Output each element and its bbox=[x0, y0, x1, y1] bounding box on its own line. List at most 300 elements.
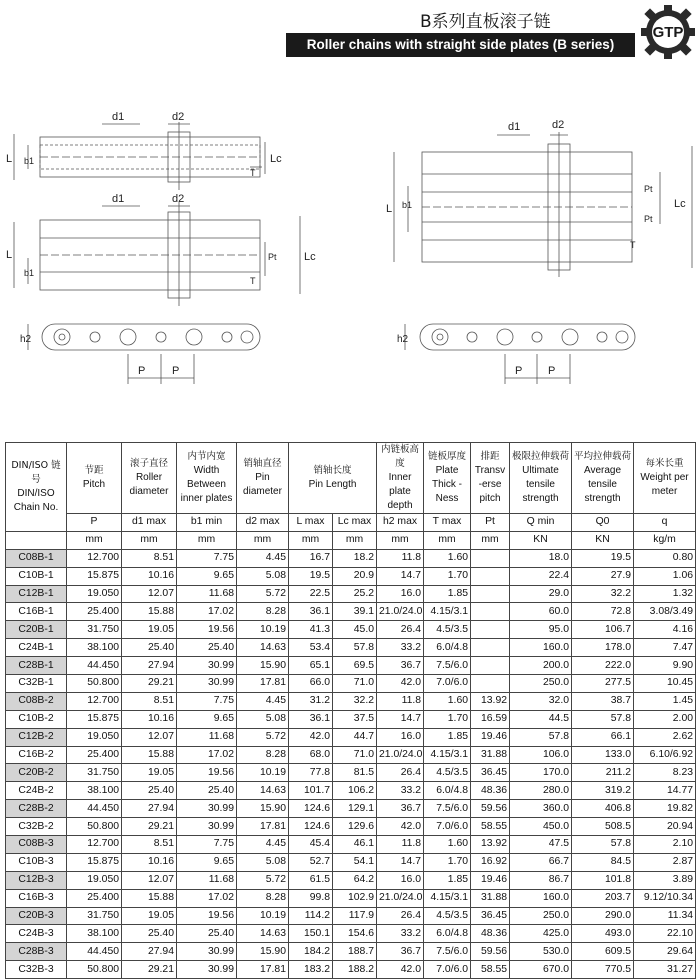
table-cell: 77.8 bbox=[289, 764, 333, 782]
table-cell: 31.2 bbox=[289, 692, 333, 710]
table-cell: 31.27 bbox=[634, 961, 696, 979]
chain-code-cell: C12B-2 bbox=[6, 728, 67, 746]
table-cell: 5.08 bbox=[237, 567, 289, 585]
page-title-cn: B系列直板滚子链 bbox=[420, 12, 551, 32]
label-Lc-3: Lc bbox=[674, 198, 686, 210]
table-cell: 188.2 bbox=[333, 961, 377, 979]
chain-code-cell: C32B-1 bbox=[6, 675, 67, 693]
header-symbol-1: d1 max bbox=[122, 514, 177, 532]
table-cell: 6.10/6.92 bbox=[634, 746, 696, 764]
table-cell: 5.08 bbox=[237, 710, 289, 728]
table-cell: 30.99 bbox=[177, 943, 237, 961]
table-cell: 25.40 bbox=[122, 782, 177, 800]
table-cell: 406.8 bbox=[572, 800, 634, 818]
table-row bbox=[6, 675, 696, 693]
table-cell: 15.88 bbox=[122, 603, 177, 621]
label-Lc: Lc bbox=[270, 153, 282, 165]
table-cell: 60.0 bbox=[510, 603, 572, 621]
table-cell: 9.65 bbox=[177, 853, 237, 871]
table-cell: 106.2 bbox=[333, 782, 377, 800]
table-cell: 1.70 bbox=[424, 710, 471, 728]
header-unit-5: mm bbox=[333, 531, 377, 549]
table-cell: 18.0 bbox=[510, 549, 572, 567]
table-cell: 36.7 bbox=[377, 800, 424, 818]
table-row bbox=[6, 943, 696, 961]
table-cell: 8.51 bbox=[122, 692, 177, 710]
table-cell: 25.400 bbox=[67, 603, 122, 621]
table-cell: 19.56 bbox=[177, 621, 237, 639]
table-cell: 45.0 bbox=[333, 621, 377, 639]
header-unit-10: KN bbox=[572, 531, 634, 549]
label-T: T bbox=[250, 168, 256, 178]
chain-code-cell: C32B-2 bbox=[6, 818, 67, 836]
table-cell: 1.32 bbox=[634, 585, 696, 603]
table-cell: 17.02 bbox=[177, 603, 237, 621]
table-cell: 425.0 bbox=[510, 925, 572, 943]
table-cell: 1.70 bbox=[424, 853, 471, 871]
table-cell: 38.100 bbox=[67, 782, 122, 800]
table-cell: 29.64 bbox=[634, 943, 696, 961]
table-cell: 68.0 bbox=[289, 746, 333, 764]
table-cell: 178.0 bbox=[572, 639, 634, 657]
table-cell: 2.87 bbox=[634, 853, 696, 871]
table-cell: 31.88 bbox=[471, 746, 510, 764]
table-cell: 14.7 bbox=[377, 567, 424, 585]
table-cell bbox=[471, 585, 510, 603]
table-row bbox=[6, 907, 696, 925]
table-cell: 95.0 bbox=[510, 621, 572, 639]
table-cell: 19.56 bbox=[177, 764, 237, 782]
table-cell: 7.0/6.0 bbox=[424, 961, 471, 979]
single-strand-drawing bbox=[14, 122, 265, 190]
table-cell: 4.5/3.5 bbox=[424, 907, 471, 925]
table-cell: 21.0/24.0 bbox=[377, 603, 424, 621]
table-cell: 8.28 bbox=[237, 603, 289, 621]
header-col-4: 销轴长度 Pin Length bbox=[289, 443, 377, 514]
table-cell: 5.08 bbox=[237, 853, 289, 871]
table-cell: 13.92 bbox=[471, 836, 510, 854]
table-cell: 160.0 bbox=[510, 889, 572, 907]
table-cell: 16.7 bbox=[289, 549, 333, 567]
table-cell: 11.68 bbox=[177, 871, 237, 889]
table-cell: 31.750 bbox=[67, 764, 122, 782]
table-cell: 4.15/3.1 bbox=[424, 889, 471, 907]
table-cell: 1.45 bbox=[634, 692, 696, 710]
table-cell: 25.40 bbox=[177, 925, 237, 943]
table-row bbox=[6, 925, 696, 943]
table-cell: 8.23 bbox=[634, 764, 696, 782]
table-cell: 27.9 bbox=[572, 567, 634, 585]
table-cell: 36.45 bbox=[471, 764, 510, 782]
table-cell: 19.82 bbox=[634, 800, 696, 818]
header-col-9: 极限拉伸载荷 Ultimate tensile strength bbox=[510, 443, 572, 514]
header-symbol-10: Q0 bbox=[572, 514, 634, 532]
table-cell: 20.9 bbox=[333, 567, 377, 585]
table-cell: 26.4 bbox=[377, 764, 424, 782]
table-cell: 250.0 bbox=[510, 907, 572, 925]
table-cell: 4.45 bbox=[237, 549, 289, 567]
table-cell: 170.0 bbox=[510, 764, 572, 782]
table-cell: 1.85 bbox=[424, 585, 471, 603]
table-cell: 64.2 bbox=[333, 871, 377, 889]
double-strand-drawing bbox=[14, 202, 300, 306]
table-cell: 493.0 bbox=[572, 925, 634, 943]
table-cell: 5.72 bbox=[237, 585, 289, 603]
chain-code-cell: C16B-2 bbox=[6, 746, 67, 764]
table-cell: 7.75 bbox=[177, 692, 237, 710]
table-cell: 57.8 bbox=[333, 639, 377, 657]
table-cell: 50.800 bbox=[67, 818, 122, 836]
header-unit-blank bbox=[6, 531, 67, 549]
table-cell: 19.050 bbox=[67, 871, 122, 889]
table-cell: 39.1 bbox=[333, 603, 377, 621]
table-cell: 450.0 bbox=[510, 818, 572, 836]
table-cell: 32.2 bbox=[333, 692, 377, 710]
label-L-2: L bbox=[6, 249, 13, 261]
table-cell: 17.81 bbox=[237, 675, 289, 693]
chain-code-cell: C10B-2 bbox=[6, 710, 67, 728]
label-d2: d2 bbox=[172, 111, 185, 123]
header-unit-3: mm bbox=[237, 531, 289, 549]
table-cell: 38.100 bbox=[67, 639, 122, 657]
table-cell: 25.400 bbox=[67, 889, 122, 907]
table-cell: 106.0 bbox=[510, 746, 572, 764]
table-cell: 30.99 bbox=[177, 657, 237, 675]
chain-code-cell: C24B-2 bbox=[6, 782, 67, 800]
chain-code-cell: C28B-3 bbox=[6, 943, 67, 961]
chain-code-cell: C20B-3 bbox=[6, 907, 67, 925]
table-cell: 129.1 bbox=[333, 800, 377, 818]
table-cell: 8.28 bbox=[237, 889, 289, 907]
table-cell: 4.5/3.5 bbox=[424, 621, 471, 639]
table-cell: 66.0 bbox=[289, 675, 333, 693]
table-cell: 1.60 bbox=[424, 836, 471, 854]
chain-code-cell: C16B-3 bbox=[6, 889, 67, 907]
table-cell: 124.6 bbox=[289, 818, 333, 836]
chain-drawings bbox=[0, 62, 699, 442]
table-cell: 530.0 bbox=[510, 943, 572, 961]
table-cell: 360.0 bbox=[510, 800, 572, 818]
table-cell: 15.90 bbox=[237, 657, 289, 675]
table-cell: 12.700 bbox=[67, 692, 122, 710]
table-cell: 3.08/3.49 bbox=[634, 603, 696, 621]
header-symbol-3: d2 max bbox=[237, 514, 289, 532]
table-row bbox=[6, 549, 696, 567]
table-cell: 15.875 bbox=[67, 567, 122, 585]
table-cell: 25.40 bbox=[122, 925, 177, 943]
table-cell: 19.05 bbox=[122, 621, 177, 639]
table-cell: 14.63 bbox=[237, 925, 289, 943]
table-cell: 160.0 bbox=[510, 639, 572, 657]
table-cell: 29.21 bbox=[122, 961, 177, 979]
table-cell: 7.5/6.0 bbox=[424, 943, 471, 961]
table-cell: 12.07 bbox=[122, 871, 177, 889]
table-cell: 10.16 bbox=[122, 567, 177, 585]
table-cell: 26.4 bbox=[377, 907, 424, 925]
table-cell: 59.56 bbox=[471, 800, 510, 818]
table-cell: 36.1 bbox=[289, 710, 333, 728]
table-cell: 129.6 bbox=[333, 818, 377, 836]
table-cell: 9.12/10.34 bbox=[634, 889, 696, 907]
table-cell: 4.15/3.1 bbox=[424, 746, 471, 764]
table-cell: 101.8 bbox=[572, 871, 634, 889]
table-row bbox=[6, 585, 696, 603]
table-cell: 11.68 bbox=[177, 585, 237, 603]
table-cell: 10.16 bbox=[122, 710, 177, 728]
table-cell: 8.51 bbox=[122, 836, 177, 854]
table-cell: 19.56 bbox=[177, 907, 237, 925]
table-cell: 58.55 bbox=[471, 818, 510, 836]
table-cell: 11.34 bbox=[634, 907, 696, 925]
table-cell: 6.0/4.8 bbox=[424, 782, 471, 800]
table-row bbox=[6, 692, 696, 710]
page-title-en: Roller chains with straight side plates (B series) bbox=[286, 33, 635, 57]
logo-text: GTP bbox=[652, 24, 684, 41]
table-cell: 290.0 bbox=[572, 907, 634, 925]
table-cell: 42.0 bbox=[377, 961, 424, 979]
table-cell: 17.02 bbox=[177, 746, 237, 764]
label-Lc-2: Lc bbox=[304, 251, 316, 263]
table-cell: 11.8 bbox=[377, 692, 424, 710]
table-cell: 5.72 bbox=[237, 871, 289, 889]
table-cell: 32.0 bbox=[510, 692, 572, 710]
table-cell: 6.0/4.8 bbox=[424, 639, 471, 657]
table-cell: 27.94 bbox=[122, 657, 177, 675]
table-row bbox=[6, 889, 696, 907]
label-d1-2: d1 bbox=[112, 193, 125, 205]
table-cell: 9.90 bbox=[634, 657, 696, 675]
table-cell bbox=[471, 567, 510, 585]
header-unit-8: mm bbox=[471, 531, 510, 549]
table-cell: 18.2 bbox=[333, 549, 377, 567]
table-cell: 7.5/6.0 bbox=[424, 657, 471, 675]
table-cell: 42.0 bbox=[377, 675, 424, 693]
table-cell: 200.0 bbox=[510, 657, 572, 675]
table-cell: 12.07 bbox=[122, 728, 177, 746]
table-cell: 36.7 bbox=[377, 657, 424, 675]
table-cell: 25.40 bbox=[177, 782, 237, 800]
table-cell: 21.0/24.0 bbox=[377, 746, 424, 764]
chain-code-cell: C12B-1 bbox=[6, 585, 67, 603]
label-Pt-2: Pt bbox=[644, 214, 653, 224]
table-cell: 26.4 bbox=[377, 621, 424, 639]
table-cell: 31.750 bbox=[67, 907, 122, 925]
table-row bbox=[6, 871, 696, 889]
table-cell: 25.400 bbox=[67, 746, 122, 764]
table-cell: 14.63 bbox=[237, 639, 289, 657]
header-symbol-7: T max bbox=[424, 514, 471, 532]
table-cell: 53.4 bbox=[289, 639, 333, 657]
table-cell: 1.60 bbox=[424, 549, 471, 567]
table-cell: 10.16 bbox=[122, 853, 177, 871]
table-cell: 670.0 bbox=[510, 961, 572, 979]
table-cell: 150.1 bbox=[289, 925, 333, 943]
table-cell: 15.88 bbox=[122, 746, 177, 764]
table-cell: 10.19 bbox=[237, 621, 289, 639]
table-cell bbox=[471, 603, 510, 621]
table-cell: 45.4 bbox=[289, 836, 333, 854]
table-cell: 36.45 bbox=[471, 907, 510, 925]
header-col-11: 每米长重 Weight per meter bbox=[634, 443, 696, 514]
header-symbol-6: h2 max bbox=[377, 514, 424, 532]
table-row bbox=[6, 782, 696, 800]
table-cell: 19.05 bbox=[122, 907, 177, 925]
label-L: L bbox=[6, 153, 13, 165]
table-cell: 2.10 bbox=[634, 836, 696, 854]
table-cell: 52.7 bbox=[289, 853, 333, 871]
chain-code-cell: C12B-3 bbox=[6, 871, 67, 889]
table-cell: 84.5 bbox=[572, 853, 634, 871]
label-T-2: T bbox=[250, 276, 256, 286]
table-cell: 57.8 bbox=[572, 836, 634, 854]
table-cell: 44.450 bbox=[67, 943, 122, 961]
label-d1-3: d1 bbox=[508, 121, 521, 133]
table-row bbox=[6, 818, 696, 836]
table-row bbox=[6, 853, 696, 871]
table-cell: 183.2 bbox=[289, 961, 333, 979]
header-unit-7: mm bbox=[424, 531, 471, 549]
table-cell: 50.800 bbox=[67, 961, 122, 979]
table-cell: 15.88 bbox=[122, 889, 177, 907]
table-row bbox=[6, 746, 696, 764]
table-cell: 33.2 bbox=[377, 925, 424, 943]
table-cell: 86.7 bbox=[510, 871, 572, 889]
chain-code-cell: C16B-1 bbox=[6, 603, 67, 621]
table-row bbox=[6, 603, 696, 621]
table-cell: 71.0 bbox=[333, 746, 377, 764]
table-cell: 29.21 bbox=[122, 818, 177, 836]
label-h2-3: h2 bbox=[397, 334, 409, 345]
table-cell: 8.28 bbox=[237, 746, 289, 764]
table-cell: 15.90 bbox=[237, 800, 289, 818]
table-row bbox=[6, 800, 696, 818]
table-row bbox=[6, 567, 696, 585]
label-P-2: P bbox=[172, 365, 180, 377]
table-cell: 8.51 bbox=[122, 549, 177, 567]
label-Pt-1: Pt bbox=[644, 184, 653, 194]
label-d2-2: d2 bbox=[172, 193, 185, 205]
table-cell: 770.5 bbox=[572, 961, 634, 979]
table-row bbox=[6, 657, 696, 675]
header-symbol-5: Lc max bbox=[333, 514, 377, 532]
table-cell: 11.8 bbox=[377, 836, 424, 854]
table-cell: 19.050 bbox=[67, 585, 122, 603]
table-cell: 14.7 bbox=[377, 710, 424, 728]
table-cell: 16.0 bbox=[377, 585, 424, 603]
table-cell: 25.40 bbox=[177, 639, 237, 657]
chain-code-cell: C28B-1 bbox=[6, 657, 67, 675]
header-col-3: 销轴直径 Pin diameter bbox=[237, 443, 289, 514]
table-cell: 58.55 bbox=[471, 961, 510, 979]
table-cell: 32.2 bbox=[572, 585, 634, 603]
header-col-0: 节距 Pitch bbox=[67, 443, 122, 514]
table-cell: 17.81 bbox=[237, 818, 289, 836]
table-cell: 2.62 bbox=[634, 728, 696, 746]
table-cell: 44.5 bbox=[510, 710, 572, 728]
table-cell: 72.8 bbox=[572, 603, 634, 621]
chain-code-cell: C28B-2 bbox=[6, 800, 67, 818]
table-cell: 2.00 bbox=[634, 710, 696, 728]
table-cell: 19.5 bbox=[572, 549, 634, 567]
table-cell: 71.0 bbox=[333, 675, 377, 693]
chain-code-cell: C24B-1 bbox=[6, 639, 67, 657]
header-symbol-8: Pt bbox=[471, 514, 510, 532]
label-P-4: P bbox=[548, 365, 556, 377]
table-cell: 48.36 bbox=[471, 782, 510, 800]
gtp-logo bbox=[640, 4, 696, 60]
table-cell: 99.8 bbox=[289, 889, 333, 907]
table-cell: 57.8 bbox=[572, 710, 634, 728]
table-cell: 69.5 bbox=[333, 657, 377, 675]
table-cell: 124.6 bbox=[289, 800, 333, 818]
table-cell: 25.2 bbox=[333, 585, 377, 603]
chain-code-cell: C20B-1 bbox=[6, 621, 67, 639]
table-cell: 33.2 bbox=[377, 639, 424, 657]
label-L-3: L bbox=[386, 203, 393, 215]
table-cell: 17.81 bbox=[237, 961, 289, 979]
table-cell: 15.90 bbox=[237, 943, 289, 961]
table-cell: 7.5/6.0 bbox=[424, 800, 471, 818]
table-cell: 4.45 bbox=[237, 692, 289, 710]
table-cell: 11.68 bbox=[177, 728, 237, 746]
table-row bbox=[6, 764, 696, 782]
table-cell: 19.5 bbox=[289, 567, 333, 585]
table-cell: 9.65 bbox=[177, 710, 237, 728]
header-col-6: 内链板高度 Inner plate depth bbox=[377, 443, 424, 514]
table-cell: 7.0/6.0 bbox=[424, 818, 471, 836]
table-cell: 21.0/24.0 bbox=[377, 889, 424, 907]
header-col-8: 排距 Transv -erse pitch bbox=[471, 443, 510, 514]
table-cell: 114.2 bbox=[289, 907, 333, 925]
table-cell: 46.1 bbox=[333, 836, 377, 854]
table-cell: 13.92 bbox=[471, 692, 510, 710]
table-cell: 7.47 bbox=[634, 639, 696, 657]
chain-code-cell: C10B-1 bbox=[6, 567, 67, 585]
table-row bbox=[6, 621, 696, 639]
table-cell: 20.94 bbox=[634, 818, 696, 836]
header-col-1: 滚子直径 Roller diameter bbox=[122, 443, 177, 514]
table-cell bbox=[471, 657, 510, 675]
header-symbol-9: Q min bbox=[510, 514, 572, 532]
table-cell: 44.7 bbox=[333, 728, 377, 746]
table-cell: 250.0 bbox=[510, 675, 572, 693]
table-cell: 61.5 bbox=[289, 871, 333, 889]
table-cell: 16.59 bbox=[471, 710, 510, 728]
table-cell: 12.700 bbox=[67, 549, 122, 567]
table-cell: 12.700 bbox=[67, 836, 122, 854]
chain-code-cell: C08B-1 bbox=[6, 549, 67, 567]
table-cell: 25.40 bbox=[122, 639, 177, 657]
header-col-2: 内节内宽 Width Between inner plates bbox=[177, 443, 237, 514]
table-cell: 211.2 bbox=[572, 764, 634, 782]
table-cell: 16.0 bbox=[377, 728, 424, 746]
table-cell: 47.5 bbox=[510, 836, 572, 854]
table-cell bbox=[471, 639, 510, 657]
table-cell: 4.16 bbox=[634, 621, 696, 639]
label-h2: h2 bbox=[20, 334, 32, 345]
table-cell: 44.450 bbox=[67, 657, 122, 675]
table-cell: 30.99 bbox=[177, 675, 237, 693]
table-cell: 184.2 bbox=[289, 943, 333, 961]
table-cell: 57.8 bbox=[510, 728, 572, 746]
table-cell: 48.36 bbox=[471, 925, 510, 943]
table-row bbox=[6, 639, 696, 657]
header-symbol-0: P bbox=[67, 514, 122, 532]
table-cell: 10.19 bbox=[237, 764, 289, 782]
table-cell: 50.800 bbox=[67, 675, 122, 693]
header-unit-2: mm bbox=[177, 531, 237, 549]
table-cell: 15.875 bbox=[67, 853, 122, 871]
